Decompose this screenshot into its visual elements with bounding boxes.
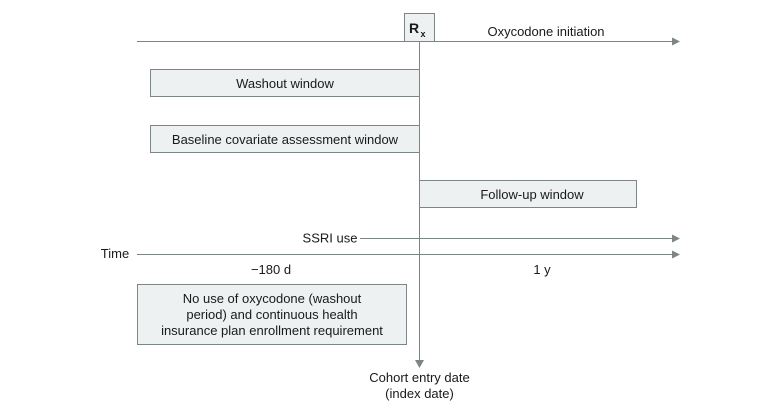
cohort-entry-line-2: (index date) xyxy=(385,386,454,401)
rx-badge-main: R xyxy=(408,20,420,36)
followup-window-label: Follow-up window xyxy=(480,187,584,202)
oxycodone-initiation-label: Oxycodone initiation xyxy=(487,24,605,39)
oxycodone-initiation-arrowhead xyxy=(672,38,680,46)
washout-note-line-1: No use of oxycodone (washout xyxy=(182,291,362,306)
washout-note-line-3: insurance plan enrollment requirement xyxy=(161,323,383,338)
ssri-use-label: SSRI use xyxy=(302,230,358,246)
time-axis-arrowhead xyxy=(672,251,680,259)
index-date-arrowhead xyxy=(415,360,424,368)
ssri-use-arrowhead xyxy=(672,235,680,243)
baseline-window-label: Baseline covariate assessment window xyxy=(171,132,399,147)
tick-1-year: 1 y xyxy=(533,262,551,277)
tick-minus-180-days: −180 d xyxy=(250,262,292,277)
rx-badge-sub: x xyxy=(420,29,426,39)
washout-note-line-2: period) and continuous health xyxy=(186,307,358,322)
time-axis-label: Time xyxy=(100,246,130,261)
cohort-entry-line-1: Cohort entry date xyxy=(369,370,470,385)
washout-window-label: Washout window xyxy=(236,76,334,91)
